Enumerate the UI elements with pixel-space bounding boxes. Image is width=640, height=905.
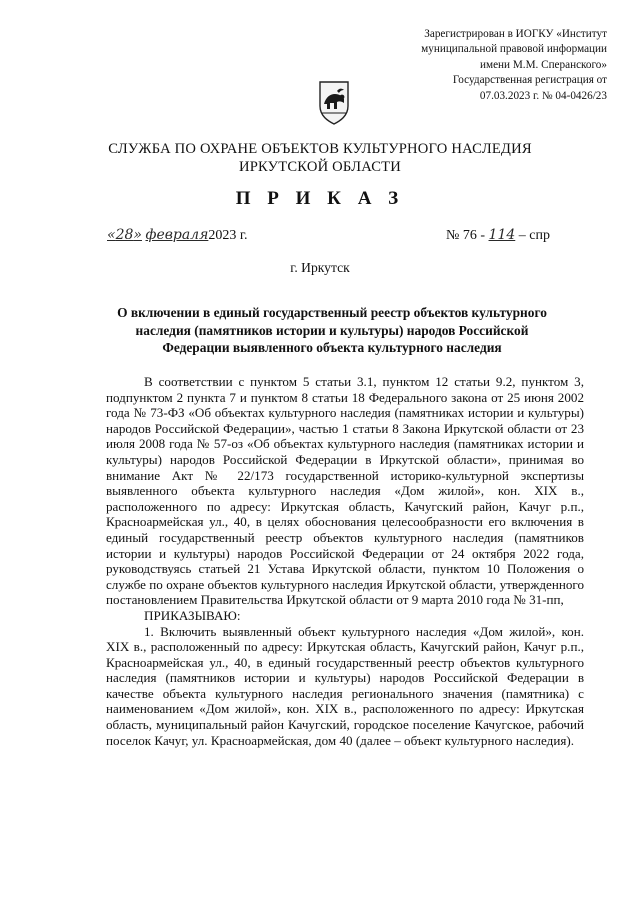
order-body [106,374,584,748]
number-handwritten: 114 [488,227,516,243]
date-open-quote: « [107,227,116,243]
registration-stamp [377,27,607,104]
order-subject [96,304,568,357]
preamble-paragraph: В соответствии с пунктом 5 статьи 3.1, пунктом 12 статьи 9.2, пунктом 3, подпунктом 2 пункта 7 и пунктом 8 статьи 18 Федерального закона от 25 июня 2002 года № 73-ФЗ «Об объектах культурного наследия (памятниках истории и культуры) народов Российской Федерации», частью 1 статьи 8 Закона Иркутской области от 23 июля 2008 года № 57-оз «Об объектах культурного наследия (памятниках истории и культуры) народов Российской Федерации в Иркутской области», принимая во внимание Акт № 22/173 государственной историко-культурной экспертизы выявленного объекта культурного наследия «Дом жилой», кон. XIX в., расположенного по адресу: Иркутская область, Качугский район, Качуг р.п., Красноармейская ул., 40, в целях обоснования целесообразности его включения в единый государственный реестр объектов культурного наследия (памятников истории и культуры) народов Российской Федерации от 24 октября 2022 года, руководствуясь статьей 21 Устава Иркутской области, пунктом 10 Положения о службе по охране объектов культурного наследия Иркутской области, утвержденного постановлением Правительства Иркутской области от 9 марта 2010 года № 31-пп, [106,374,584,608]
date-month: февраля [145,227,209,243]
registration-line: Зарегистрирован в ИОГКУ «Институт [424,28,607,40]
registration-line: Государственная регистрация от [452,74,607,87]
subject-line: О включении в единый государственный реестр объектов культурного [117,305,547,320]
order-number [446,227,550,244]
order-item-1: 1. Включить выявленный объект культурного наследия «Дом жилой», кон. XIX в., расположенный по адресу: Иркутская область, Качугский район, Качуг р.п., Красноармейская ул., 40, в единый государственный реестр объектов культурного наследия (памятников истории и культуры) народов Российской Федерации в качестве объекта культурного наследия регионального значения (памятника) с наименованием «Дом жилой», кон. XIX в., расположенного по адресу: Иркутская область, муниципальный район Качугский, городское поселение Качугское, рабочий поселок Качуг, ул. Красноармейская, дом 40 (далее – объект культурного наследия). [106,623,584,748]
organization-name [0,140,640,176]
date-day: 28 [115,227,134,243]
registration-line: имени М.М. Сперанского» [480,58,607,71]
order-word: ПРИКАЗЫВАЮ: [144,607,241,623]
irkutsk-coat-of-arms-icon [317,79,351,125]
organization-line: ИРКУТСКОЙ ОБЛАСТИ [238,159,402,175]
registration-line: муниципальной правовой информации [421,43,607,56]
number-suffix: – спр [518,228,550,243]
document-title: П Р И К А З [235,188,405,209]
city: г. Иркутск [290,260,350,275]
date-year: 2023 г. [208,228,248,243]
order-date [107,227,248,244]
registration-line: 07.03.2023 г. № 04-0426/23 [479,89,607,102]
subject-line: наследия (памятников истории и культуры) народов Российской [135,322,529,338]
date-close-quote: » [133,227,142,243]
subject-line: Федерации выявленного объекта культурного наследия [162,340,502,355]
organization-line: СЛУЖБА ПО ОХРАНЕ ОБЪЕКТОВ КУЛЬТУРНОГО НАСЛЕДИЯ [108,141,532,157]
number-prefix: № 76 - [446,228,486,243]
